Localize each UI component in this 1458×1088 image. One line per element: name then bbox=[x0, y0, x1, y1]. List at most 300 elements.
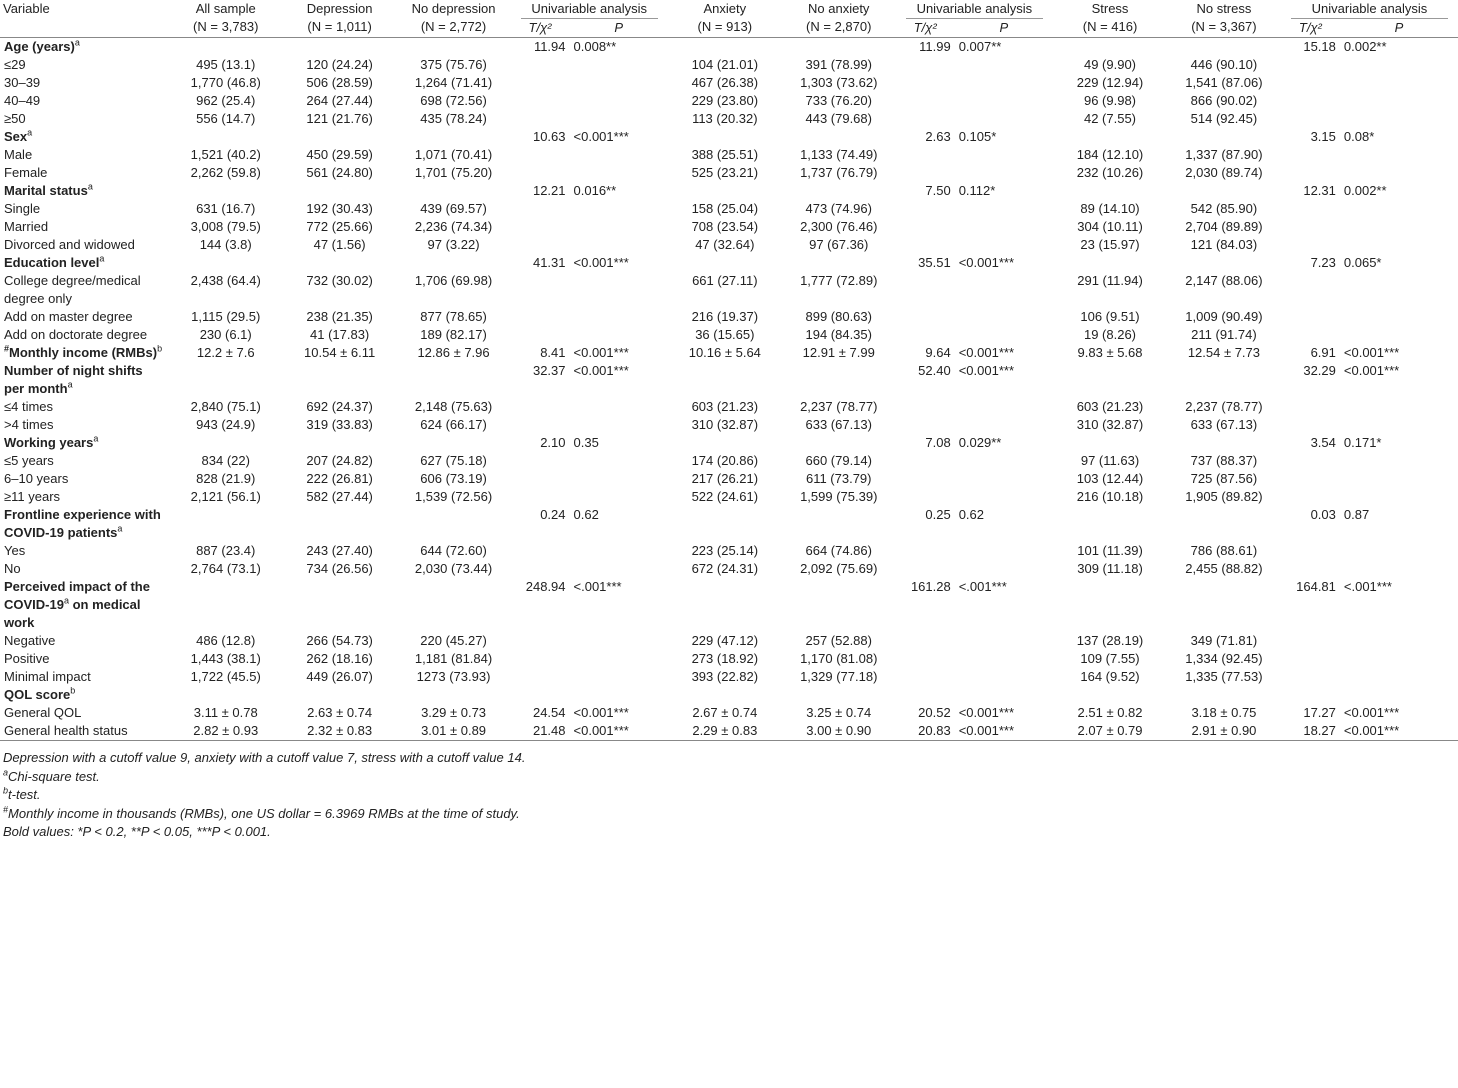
table-row bbox=[0, 722, 1458, 740]
cell-str: 19 (8.26) bbox=[1083, 327, 1137, 342]
label-text: Age (years) bbox=[4, 39, 75, 54]
cell-str: 101 (11.39) bbox=[1077, 543, 1143, 558]
cell-d_t bbox=[511, 92, 570, 110]
cell-d_p: <0.001*** bbox=[573, 255, 629, 270]
cell-a_t: 9.64 bbox=[925, 345, 951, 360]
cell-noanx bbox=[782, 128, 896, 146]
cell-dep: 121 (21.76) bbox=[306, 111, 373, 126]
table-row bbox=[0, 92, 1458, 110]
cell-s_t bbox=[1281, 92, 1340, 110]
cell-all: 887 (23.4) bbox=[196, 543, 256, 558]
cell-str: 2.51 ± 0.82 bbox=[1077, 705, 1143, 720]
row-label bbox=[0, 344, 169, 362]
cell-dep bbox=[283, 506, 397, 542]
header-depression: Depression (N = 1,011) bbox=[306, 1, 373, 34]
cell-dep: 264 (27.44) bbox=[306, 93, 373, 108]
cell-str: 291 (11.94) bbox=[1077, 273, 1143, 288]
row-label bbox=[0, 398, 169, 416]
header-no-anxiety: No anxiety (N = 2,870) bbox=[806, 1, 872, 34]
cell-noanx: 1,170 (81.08) bbox=[800, 651, 878, 666]
cell-dep bbox=[283, 128, 397, 146]
cell-s_t: 0.03 bbox=[1310, 507, 1336, 522]
header-p-depression: P bbox=[614, 20, 624, 35]
cell-str bbox=[1053, 38, 1167, 57]
table-row bbox=[0, 326, 1458, 344]
cell-anx: 672 (24.31) bbox=[691, 561, 759, 576]
cell-nostr: 737 (88.37) bbox=[1190, 453, 1258, 468]
cell-noanx: 899 (80.63) bbox=[805, 309, 872, 324]
cell-nodep: 1,701 (75.20) bbox=[414, 165, 493, 180]
cell-s_t: 12.31 bbox=[1303, 183, 1336, 198]
cell-nostr bbox=[1167, 434, 1281, 452]
table-section-row bbox=[0, 578, 1458, 632]
cell-s_t bbox=[1281, 200, 1340, 218]
label-text: Positive bbox=[4, 651, 50, 666]
cell-noanx: 1,329 (77.18) bbox=[800, 669, 878, 684]
cell-a_t: 0.25 bbox=[925, 507, 951, 522]
cell-a_t: 20.83 bbox=[918, 723, 951, 738]
label-text: ≤29 bbox=[4, 57, 26, 72]
cell-nodep: 439 (69.57) bbox=[420, 201, 487, 216]
cell-anx: 661 (27.11) bbox=[692, 273, 758, 288]
cell-noanx: 2,092 (75.69) bbox=[800, 561, 878, 576]
cell-nostr: 1,905 (89.82) bbox=[1185, 489, 1263, 504]
cell-s_t: 3.54 bbox=[1310, 435, 1336, 450]
cell-d_p bbox=[570, 650, 668, 668]
cell-all: 2.82 ± 0.93 bbox=[193, 723, 259, 738]
cell-d_t bbox=[511, 200, 570, 218]
row-label bbox=[0, 326, 169, 344]
cell-all: 834 (22) bbox=[201, 453, 250, 468]
cell-a_t bbox=[896, 200, 955, 218]
cell-anx: 229 (47.12) bbox=[691, 633, 759, 648]
cell-d_p bbox=[570, 200, 668, 218]
cell-s_t bbox=[1281, 146, 1340, 164]
cell-s_t bbox=[1281, 650, 1340, 668]
label-text: ≤5 years bbox=[4, 453, 54, 468]
row-label bbox=[0, 434, 169, 452]
cell-s_p: <.001*** bbox=[1343, 579, 1392, 594]
cell-a_t: 20.52 bbox=[918, 705, 951, 720]
cell-d_t bbox=[511, 452, 570, 470]
cell-nodep bbox=[397, 128, 511, 146]
cell-nodep: 698 (72.56) bbox=[420, 93, 487, 108]
cell-str: 304 (10.11) bbox=[1077, 219, 1143, 234]
cell-s_p bbox=[1340, 668, 1458, 686]
cell-s_p: <0.001*** bbox=[1343, 705, 1400, 720]
cell-a_p bbox=[955, 650, 1053, 668]
cell-s_t: 18.27 bbox=[1303, 723, 1336, 738]
cell-nostr: 1,334 (92.45) bbox=[1185, 651, 1263, 666]
cell-a_t bbox=[896, 488, 955, 506]
cell-d_p bbox=[570, 272, 668, 308]
cell-anx: 36 (15.65) bbox=[695, 327, 755, 342]
cell-s_t bbox=[1281, 632, 1340, 650]
cell-dep: 449 (26.07) bbox=[306, 669, 373, 684]
cell-d_t bbox=[511, 470, 570, 488]
label-text: Minimal impact bbox=[4, 669, 91, 684]
cell-nodep: 1,539 (72.56) bbox=[414, 489, 493, 504]
row-label bbox=[0, 146, 169, 164]
cell-noanx bbox=[782, 254, 896, 272]
cell-s_t bbox=[1281, 560, 1340, 578]
row-label bbox=[0, 164, 169, 182]
cell-a_p: <0.001*** bbox=[958, 255, 1015, 270]
cell-noanx: 12.91 ± 7.99 bbox=[802, 345, 875, 360]
cell-a_p bbox=[955, 308, 1053, 326]
cell-d_t: 248.94 bbox=[525, 579, 566, 594]
cell-nodep: 627 (75.18) bbox=[420, 453, 487, 468]
cell-noanx: 660 (79.14) bbox=[805, 453, 872, 468]
row-label bbox=[0, 254, 169, 272]
cell-d_t: 12.21 bbox=[532, 183, 566, 198]
label-text: 40–49 bbox=[4, 93, 41, 108]
cell-d_p bbox=[570, 146, 668, 164]
cell-s_p: 0.87 bbox=[1343, 507, 1370, 522]
cell-d_t: 11.94 bbox=[533, 39, 566, 54]
cell-d_p bbox=[570, 686, 668, 704]
row-label bbox=[0, 452, 169, 470]
cell-str: 106 (9.51) bbox=[1080, 309, 1140, 324]
cell-nostr: 542 (85.90) bbox=[1190, 201, 1258, 216]
label-text: 6–10 years bbox=[4, 471, 69, 486]
cell-nodep: 375 (75.76) bbox=[420, 57, 487, 72]
cell-s_p bbox=[1340, 56, 1458, 74]
cell-str: 2.07 ± 0.79 bbox=[1077, 723, 1143, 738]
cell-nostr bbox=[1167, 128, 1281, 146]
cell-dep: 262 (18.16) bbox=[306, 651, 373, 666]
cell-anx bbox=[668, 254, 782, 272]
label-footnote-mark: a bbox=[117, 523, 123, 534]
cell-nostr: 2,147 (88.06) bbox=[1185, 273, 1263, 288]
cell-noanx: 3.25 ± 0.74 bbox=[806, 705, 872, 720]
cell-anx bbox=[668, 362, 782, 398]
cell-noanx: 473 (74.96) bbox=[805, 201, 872, 216]
table-row bbox=[0, 542, 1458, 560]
cell-str: 89 (14.10) bbox=[1080, 201, 1140, 216]
label-text: Education level bbox=[4, 255, 100, 270]
label-text: Yes bbox=[4, 543, 26, 558]
cell-s_p bbox=[1340, 686, 1458, 704]
cell-a_t bbox=[896, 272, 955, 308]
label-footnote-mark: a bbox=[63, 595, 69, 606]
cell-anx bbox=[668, 686, 782, 704]
table-row bbox=[0, 704, 1458, 722]
cell-all bbox=[169, 38, 283, 57]
cell-nodep: 435 (78.24) bbox=[420, 111, 487, 126]
cell-all: 2,764 (73.1) bbox=[190, 561, 261, 576]
cell-d_t bbox=[511, 146, 570, 164]
table-row bbox=[0, 488, 1458, 506]
cell-nodep bbox=[397, 506, 511, 542]
table-row bbox=[0, 164, 1458, 182]
cell-str: 109 (7.55) bbox=[1080, 651, 1140, 666]
label-text: Sex bbox=[4, 129, 28, 144]
table-section-row bbox=[0, 506, 1458, 542]
cell-s_t bbox=[1281, 452, 1340, 470]
cell-a_p: <0.001*** bbox=[958, 723, 1015, 738]
cell-s_p bbox=[1340, 560, 1458, 578]
cell-a_p: <0.001*** bbox=[958, 363, 1015, 378]
cell-d_p: 0.35 bbox=[573, 435, 599, 450]
cell-noanx: 443 (79.68) bbox=[805, 111, 872, 126]
cell-anx: 522 (24.61) bbox=[691, 489, 759, 504]
header-no-stress: No stress (N = 3,367) bbox=[1191, 1, 1257, 34]
cell-s_t bbox=[1281, 236, 1340, 254]
cell-s_t: 3.15 bbox=[1310, 129, 1336, 144]
header-p-stress: P bbox=[1394, 20, 1404, 35]
cell-nostr: 2,455 (88.82) bbox=[1185, 561, 1263, 576]
header-t-chi-anxiety: T/χ² bbox=[913, 20, 937, 35]
cell-nostr: 211 (91.74) bbox=[1191, 327, 1257, 342]
label-text: Married bbox=[4, 219, 49, 234]
label-text: No bbox=[4, 561, 21, 576]
cell-dep: 266 (54.73) bbox=[306, 633, 373, 648]
cell-all: 1,770 (46.8) bbox=[190, 75, 261, 90]
cell-a_t bbox=[896, 326, 955, 344]
cell-str bbox=[1053, 182, 1167, 200]
label-text: Negative bbox=[4, 633, 56, 648]
cell-dep bbox=[283, 182, 397, 200]
cell-anx: 310 (32.87) bbox=[691, 417, 759, 432]
cell-d_p: 0.016** bbox=[573, 183, 617, 198]
cell-s_p: 0.171* bbox=[1343, 435, 1382, 450]
cell-nostr bbox=[1167, 254, 1281, 272]
table-section-row bbox=[0, 434, 1458, 452]
cell-s_t: 7.23 bbox=[1310, 255, 1336, 270]
cell-a_t: 11.99 bbox=[919, 39, 951, 54]
cell-a_p: <.001*** bbox=[958, 579, 1007, 594]
row-label bbox=[0, 704, 169, 722]
table-footnotes bbox=[0, 749, 1458, 842]
cell-s_p: <0.001*** bbox=[1343, 363, 1400, 378]
cell-a_p bbox=[955, 452, 1053, 470]
cell-all: 828 (21.9) bbox=[196, 471, 256, 486]
cell-nostr bbox=[1167, 182, 1281, 200]
cell-nostr: 514 (92.45) bbox=[1190, 111, 1258, 126]
cell-anx: 708 (23.54) bbox=[691, 219, 759, 234]
table-row bbox=[0, 236, 1458, 254]
cell-d_p: 0.62 bbox=[573, 507, 599, 522]
table-row bbox=[0, 398, 1458, 416]
cell-a_p bbox=[955, 488, 1053, 506]
footnote-text: Chi-square test. bbox=[8, 768, 100, 784]
cell-str: 229 (12.94) bbox=[1076, 75, 1144, 90]
cell-a_t: 7.50 bbox=[925, 183, 951, 198]
row-label bbox=[0, 578, 169, 632]
cell-str bbox=[1053, 434, 1167, 452]
label-footnote-mark: a bbox=[67, 379, 73, 390]
label-footnote-mark: a bbox=[87, 181, 93, 192]
cell-a_p bbox=[955, 416, 1053, 434]
cell-nostr: 2.91 ± 0.90 bbox=[1191, 723, 1257, 738]
table-row bbox=[0, 146, 1458, 164]
cell-s_p bbox=[1340, 200, 1458, 218]
cell-str: 49 (9.90) bbox=[1083, 57, 1137, 72]
cell-a_t bbox=[896, 668, 955, 686]
cell-s_p bbox=[1340, 470, 1458, 488]
label-text: Perceived impact of the COVID-19 bbox=[4, 579, 150, 612]
cell-noanx: 2,237 (78.77) bbox=[800, 399, 878, 414]
label-text: ≥11 years bbox=[4, 489, 61, 504]
cell-s_t bbox=[1281, 542, 1340, 560]
label-text: Working years bbox=[4, 435, 94, 450]
row-label bbox=[0, 200, 169, 218]
cell-d_t bbox=[511, 218, 570, 236]
cell-nostr: 2,030 (89.74) bbox=[1185, 165, 1263, 180]
cell-anx: 525 (23.21) bbox=[691, 165, 759, 180]
cell-str bbox=[1053, 686, 1167, 704]
cell-str: 232 (10.26) bbox=[1076, 165, 1144, 180]
cell-nodep: 3.29 ± 0.73 bbox=[421, 705, 487, 720]
cell-a_t: 7.08 bbox=[925, 435, 951, 450]
label-text: Female bbox=[4, 165, 48, 180]
cell-d_t bbox=[511, 542, 570, 560]
footnote-text: Depression with a cutoff value 9, anxiety with a cutoff value 7, stress with a cutoff value 14. bbox=[3, 750, 526, 765]
table-row bbox=[0, 200, 1458, 218]
cell-d_t: 8.41 bbox=[540, 345, 566, 360]
cell-anx: 217 (26.21) bbox=[691, 471, 759, 486]
cell-a_t bbox=[896, 110, 955, 128]
cell-nodep: 1,706 (69.98) bbox=[414, 273, 493, 288]
cell-str: 97 (11.63) bbox=[1080, 453, 1140, 468]
cell-d_t bbox=[511, 326, 570, 344]
cell-a_p bbox=[955, 470, 1053, 488]
cell-s_t: 6.91 bbox=[1310, 345, 1336, 360]
cell-a_t: 2.63 bbox=[925, 129, 951, 144]
footnote-text: Bold values: *P < 0.2, **P < 0.05, ***P < 0.001. bbox=[3, 824, 271, 840]
table-divider bbox=[0, 740, 1458, 741]
row-label bbox=[0, 632, 169, 650]
table-section-row bbox=[0, 254, 1458, 272]
cell-dep bbox=[283, 38, 397, 57]
cell-noanx: 664 (74.86) bbox=[805, 543, 872, 558]
cell-a_t: 52.40 bbox=[918, 363, 951, 378]
cell-nostr: 1,541 (87.06) bbox=[1185, 75, 1263, 90]
cell-s_p bbox=[1340, 308, 1458, 326]
cell-s_p: <0.001*** bbox=[1343, 345, 1400, 360]
table-row bbox=[0, 218, 1458, 236]
cell-a_p: 0.007** bbox=[958, 39, 1002, 54]
cell-dep: 692 (24.37) bbox=[306, 399, 373, 414]
cell-d_p bbox=[570, 110, 668, 128]
cell-s_p bbox=[1340, 164, 1458, 182]
cell-nostr: 12.54 ± 7.73 bbox=[1187, 345, 1261, 360]
cell-dep: 506 (28.59) bbox=[306, 75, 373, 90]
cell-nodep bbox=[397, 578, 511, 632]
cell-all: 3,008 (79.5) bbox=[190, 219, 261, 234]
cell-d_p: <0.001*** bbox=[573, 723, 629, 738]
cell-a_t bbox=[896, 416, 955, 434]
cell-noanx: 2,300 (76.46) bbox=[800, 219, 878, 234]
cell-d_p bbox=[570, 56, 668, 74]
cell-s_t bbox=[1281, 74, 1340, 92]
cell-d_t bbox=[511, 668, 570, 686]
row-label bbox=[0, 416, 169, 434]
cell-nodep: 1,181 (81.84) bbox=[414, 651, 493, 666]
cell-d_t bbox=[511, 398, 570, 416]
row-label bbox=[0, 56, 169, 74]
cell-str: 164 (9.52) bbox=[1080, 669, 1140, 684]
cell-all: 1,722 (45.5) bbox=[190, 669, 261, 684]
cell-a_p bbox=[955, 74, 1053, 92]
cell-dep: 10.54 ± 6.11 bbox=[304, 345, 376, 360]
cell-d_p: <0.001*** bbox=[573, 705, 629, 720]
cell-a_t bbox=[896, 542, 955, 560]
cell-dep: 772 (25.66) bbox=[306, 219, 373, 234]
cell-d_p: <0.001*** bbox=[573, 129, 629, 144]
cell-a_p bbox=[955, 272, 1053, 308]
row-label bbox=[0, 488, 169, 506]
cell-d_t bbox=[511, 416, 570, 434]
cell-nostr: 3.18 ± 0.75 bbox=[1191, 705, 1257, 720]
cell-dep: 732 (30.02) bbox=[306, 273, 373, 288]
cell-nostr: 2,704 (89.89) bbox=[1185, 219, 1263, 234]
label-text: ≤4 times bbox=[4, 399, 54, 414]
cell-noanx bbox=[782, 578, 896, 632]
header-variable: Variable bbox=[3, 1, 50, 16]
cell-dep: 222 (26.81) bbox=[306, 471, 373, 486]
cell-d_t bbox=[511, 308, 570, 326]
cell-all: 962 (25.4) bbox=[196, 93, 256, 108]
cell-dep bbox=[283, 254, 397, 272]
cell-anx: 174 (20.86) bbox=[691, 453, 759, 468]
cell-noanx bbox=[782, 686, 896, 704]
cell-a_p bbox=[955, 542, 1053, 560]
row-label bbox=[0, 506, 169, 542]
cell-all bbox=[169, 578, 283, 632]
footnote bbox=[3, 768, 1458, 787]
table-section-row bbox=[0, 38, 1458, 57]
cell-all: 943 (24.9) bbox=[196, 417, 256, 432]
cell-anx bbox=[668, 38, 782, 57]
label-text: Number of night shifts per month bbox=[4, 363, 143, 396]
table-section-row bbox=[0, 182, 1458, 200]
cell-d_t: 24.54 bbox=[532, 705, 566, 720]
row-label bbox=[0, 308, 169, 326]
cell-a_t bbox=[896, 164, 955, 182]
cell-s_p: 0.08* bbox=[1343, 129, 1375, 144]
cell-noanx: 3.00 ± 0.90 bbox=[806, 723, 872, 738]
footnote bbox=[3, 749, 1458, 768]
cell-nostr: 1,009 (90.49) bbox=[1185, 309, 1263, 324]
cell-all: 556 (14.7) bbox=[196, 111, 256, 126]
cell-a_p bbox=[955, 632, 1053, 650]
table-row bbox=[0, 452, 1458, 470]
cell-nodep: 877 (78.65) bbox=[420, 309, 487, 324]
cell-str bbox=[1053, 578, 1167, 632]
cell-nostr: 446 (90.10) bbox=[1190, 57, 1258, 72]
cell-s_p bbox=[1340, 326, 1458, 344]
cell-a_t bbox=[896, 470, 955, 488]
cell-nostr bbox=[1167, 362, 1281, 398]
cell-d_p bbox=[570, 560, 668, 578]
cell-d_t bbox=[511, 272, 570, 308]
row-label bbox=[0, 92, 169, 110]
cell-nodep: 1,071 (70.41) bbox=[414, 147, 493, 162]
cell-a_t bbox=[896, 560, 955, 578]
table-row bbox=[0, 560, 1458, 578]
cell-all: 3.11 ± 0.78 bbox=[193, 705, 258, 720]
table-row bbox=[0, 308, 1458, 326]
row-label bbox=[0, 272, 169, 308]
cell-dep: 319 (33.83) bbox=[306, 417, 373, 432]
cell-dep: 561 (24.80) bbox=[306, 165, 373, 180]
table-row bbox=[0, 56, 1458, 74]
cell-a_t bbox=[896, 218, 955, 236]
cell-anx: 158 (25.04) bbox=[691, 201, 759, 216]
table-row bbox=[0, 74, 1458, 92]
